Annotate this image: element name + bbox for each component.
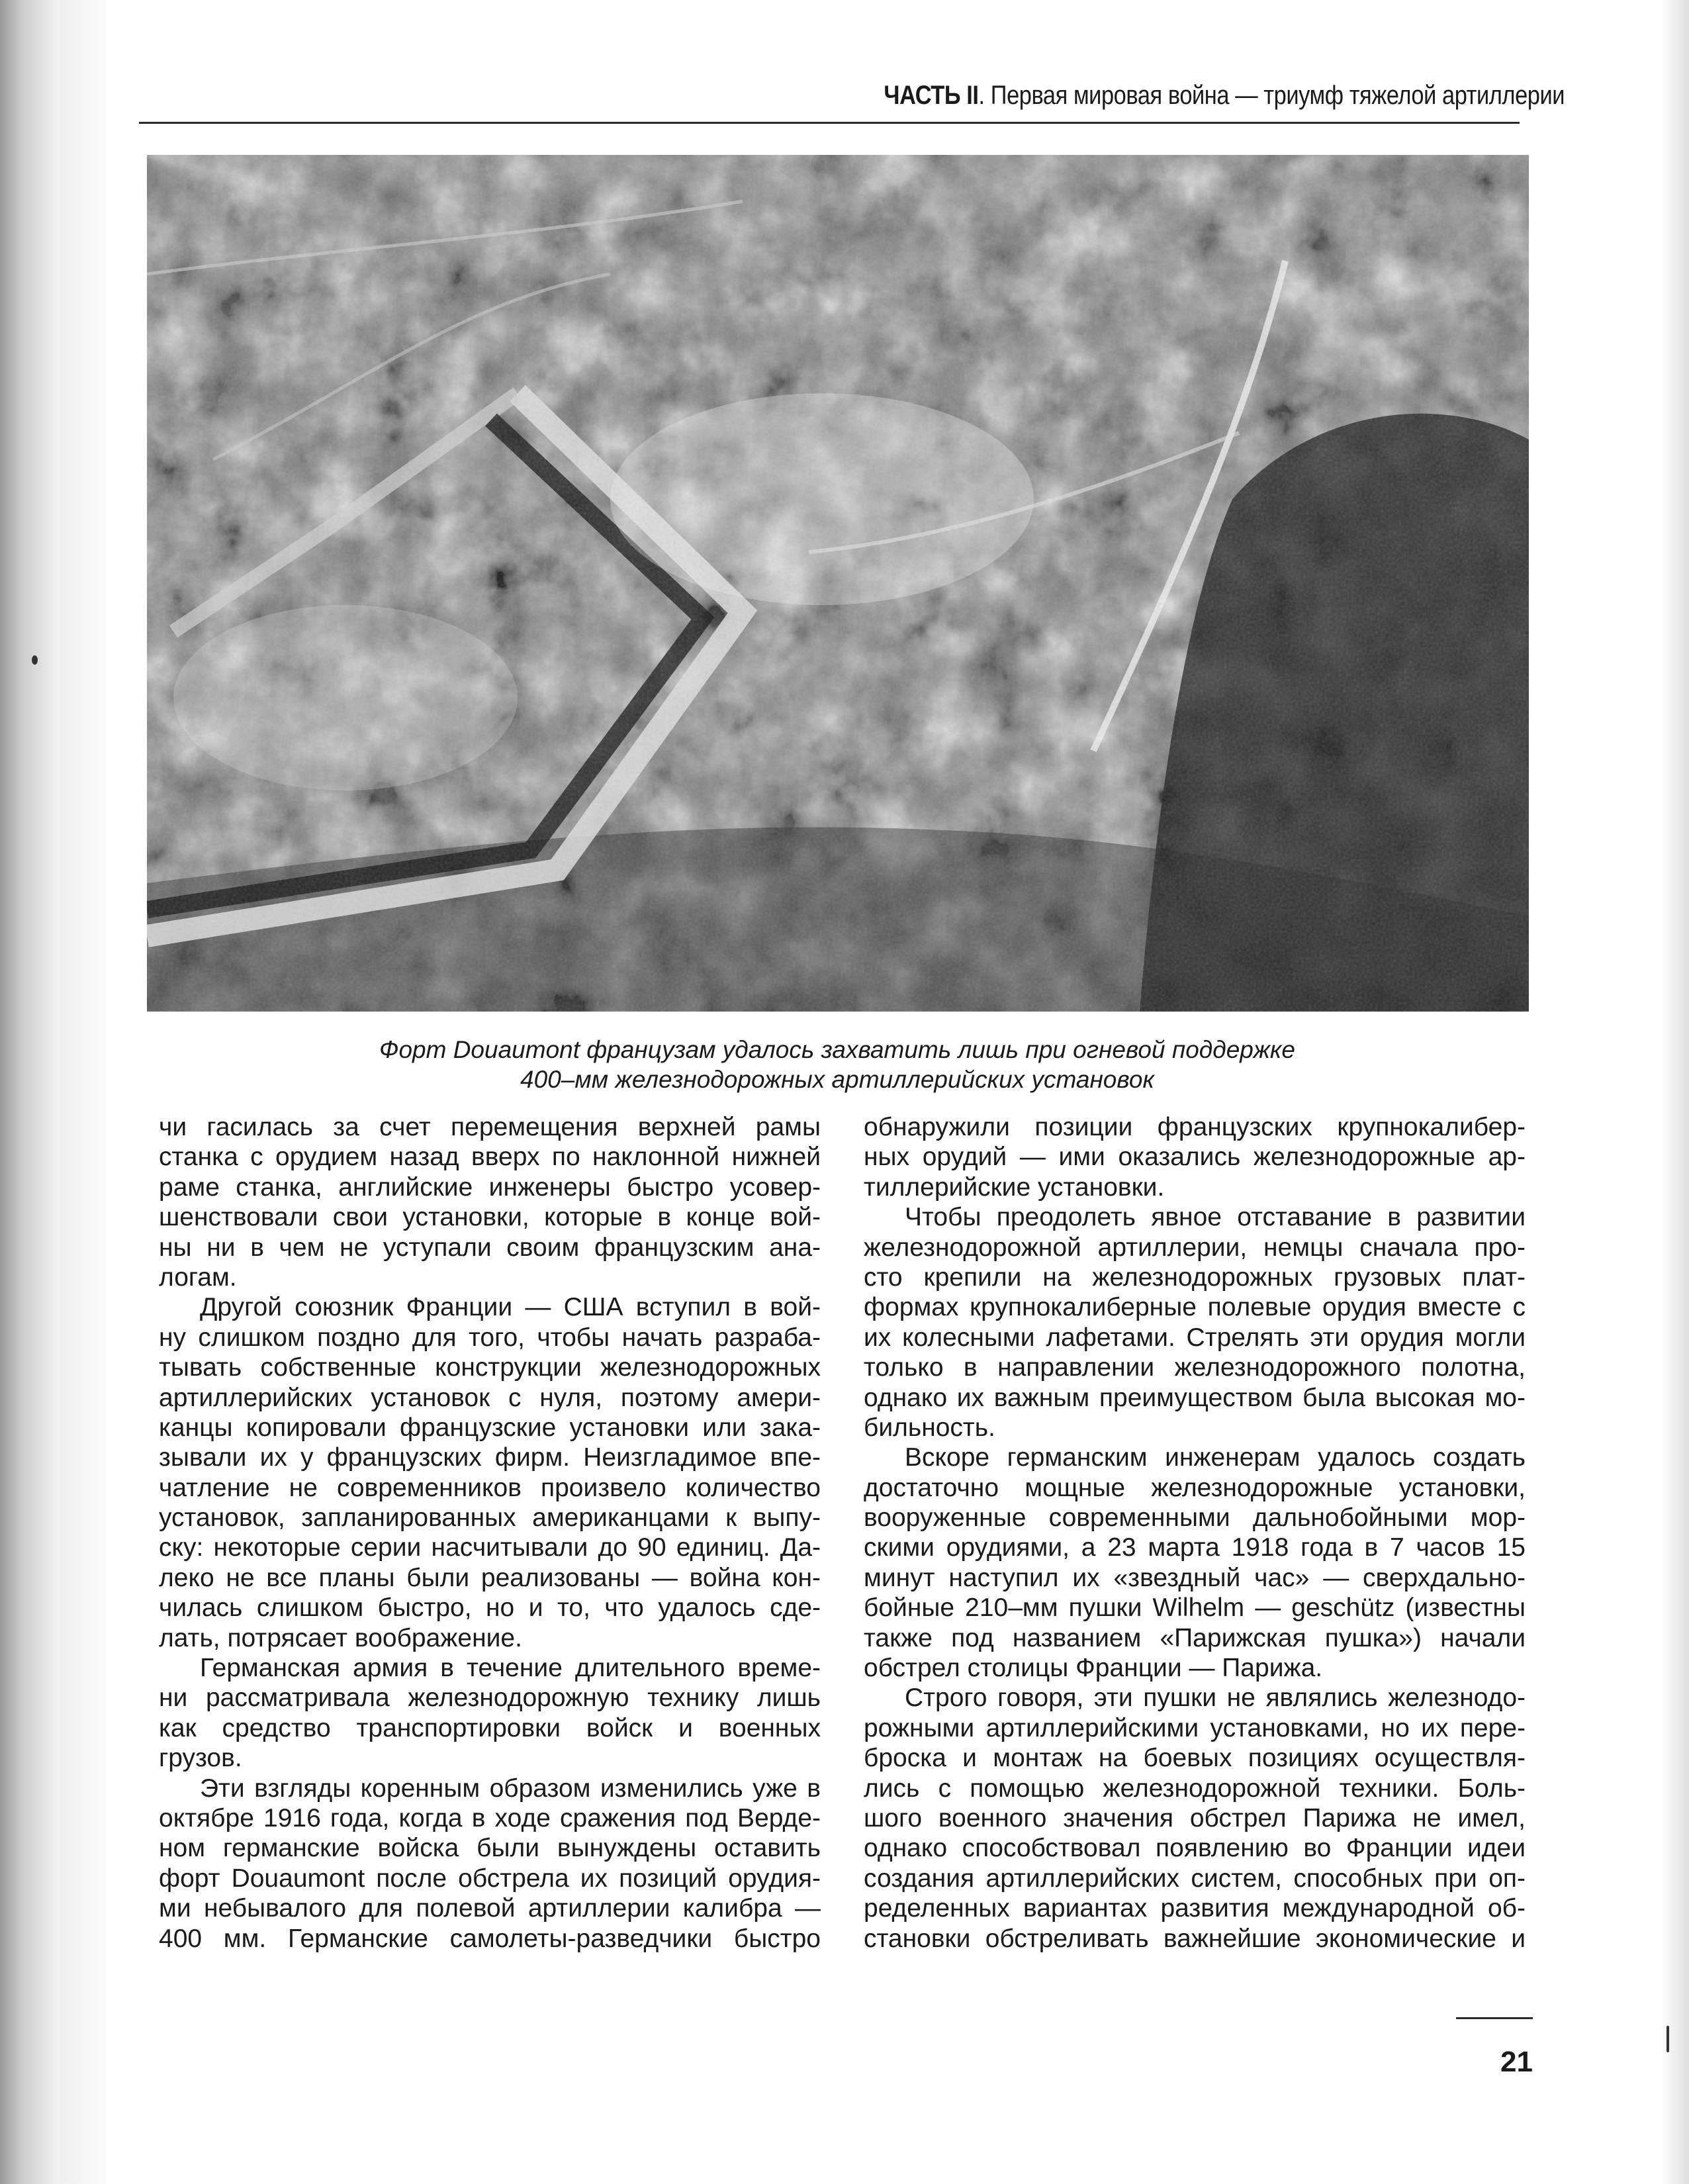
text-line: также под названием «Парижская пушка») начали	[864, 1623, 1526, 1652]
photo-caption	[291, 1035, 1383, 1094]
text-line: однако способствовал появлению во Франции идеи	[864, 1834, 1526, 1863]
aerial-photo-icon	[147, 155, 1529, 1012]
text-line: лись с помощью железнодорожной техники. Боль-	[864, 1774, 1526, 1803]
text-line: чатление не современников произвело количество	[159, 1473, 821, 1502]
scan-shadow-right	[1663, 0, 1689, 2184]
text-line: грузов.	[159, 1744, 242, 1773]
text-line: раме станка, английские инженеры быстро усовер-	[159, 1172, 821, 1202]
text-line: форт Douaumont после обстрела их позиций орудия-	[159, 1864, 821, 1893]
text-line: Чтобы преодолеть явное отставание в развитии	[905, 1203, 1526, 1232]
text-line: ску: некоторые серии насчитывали до 90 единиц. Да-	[159, 1533, 821, 1562]
text-line: формах крупнокалиберные полевые орудия вместе с	[864, 1293, 1526, 1322]
text-line: ределенных вариантах развития международной об-	[864, 1894, 1526, 1923]
text-line: Строго говоря, эти пушки не являлись железнодо-	[905, 1684, 1526, 1713]
text-line: обнаружили позиции французских крупнокалибер-	[864, 1113, 1526, 1141]
text-line: ных орудий — ими оказались железнодорожные ар-	[864, 1143, 1526, 1172]
text-line: станка с орудием назад вверх по наклонной нижней	[159, 1143, 821, 1172]
text-line: установок, запланированных американцами к выпу-	[159, 1503, 821, 1533]
text-line: однако их важным преимуществом была высокая мо-	[864, 1383, 1526, 1412]
text-line: становки обстреливать важнейшие экономические и	[864, 1924, 1526, 1953]
footer-rule	[1456, 2017, 1533, 2019]
scan-speck	[1666, 2026, 1669, 2052]
text-line: ном германские войска были вынуждены оставить	[159, 1834, 821, 1863]
aerial-photo	[147, 155, 1529, 1012]
text-line: лать, потрясает воображение.	[159, 1623, 522, 1652]
text-line: обстрел столицы Франции — Парижа.	[864, 1654, 1323, 1683]
text-line: канцы копировали французские установки или зака-	[159, 1413, 821, 1442]
text-line: создания артиллерийских систем, способных при оп-	[864, 1864, 1526, 1893]
scan-spine	[60, 0, 106, 2184]
caption-line: 400–мм железнодорожных артиллерийских установок	[520, 1066, 1154, 1093]
text-line: ми небывалого для полевой артиллерии калибра —	[159, 1894, 821, 1923]
text-line: только в направлении железнодорожного полотна,	[864, 1353, 1526, 1382]
text-line: ну слишком поздно для того, чтобы начать разраба-	[159, 1323, 821, 1352]
text-line: ны ни в чем не уступали своим французским ана-	[159, 1233, 821, 1262]
page-number: 21	[1500, 2046, 1533, 2078]
running-header	[884, 81, 1565, 111]
text-line: логам.	[159, 1262, 237, 1292]
text-line: шого военного значения обстрел Парижа не имел,	[864, 1803, 1526, 1832]
scan-shadow-left	[0, 0, 60, 2184]
text-line: артиллерийских установок с нуля, поэтому амери-	[159, 1383, 821, 1412]
text-line: Эти взгляды коренным образом изменились уже в	[200, 1774, 821, 1803]
text-line: шенствовали свои установки, которые в конце вой-	[159, 1203, 821, 1232]
text-line: скими орудиями, а 23 марта 1918 года в 7 часов 15	[864, 1533, 1526, 1562]
text-line: бойные 210–мм пушки Wilhelm — geschütz (известны	[864, 1593, 1526, 1623]
text-line: железнодорожной артиллерии, немцы сначала про-	[864, 1233, 1526, 1262]
text-column-right	[864, 1112, 1526, 1954]
caption-line: Форт Douaumont французам удалось захватить лишь при огневой поддержке	[379, 1036, 1295, 1063]
text-line: Германская армия в течение длительного време-	[200, 1654, 821, 1683]
text-line: Другой союзник Франции — США вступил в вой-	[200, 1293, 821, 1322]
text-line: достаточно мощные железнодорожные установки,	[864, 1473, 1526, 1502]
text-line: броска и монтаж на боевых позициях осуществля-	[864, 1744, 1526, 1773]
text-line: тиллерийские установки.	[864, 1172, 1165, 1202]
text-line: Вскоре германским инженерам удалось создать	[905, 1443, 1526, 1472]
text-line: сто крепили на железнодорожных грузовых плат-	[864, 1262, 1526, 1292]
text-column-left	[159, 1112, 821, 1954]
text-line: 400 мм. Германские самолеты-разведчики быстро	[159, 1924, 821, 1953]
scan-speck	[32, 655, 38, 665]
text-line: их колесными лафетами. Стрелять эти орудия могли	[864, 1323, 1526, 1352]
header-title: . Первая мировая война — триумф тяжелой артиллерии	[978, 81, 1565, 110]
header-rule	[139, 122, 1520, 124]
text-line: чи гасилась за счет перемещения верхней рамы	[159, 1113, 821, 1141]
text-line: ни рассматривала железнодорожную технику лишь	[159, 1684, 821, 1713]
header-part: ЧАСТЬ II	[884, 81, 979, 110]
text-line: как средство транспортировки войск и военных	[159, 1713, 821, 1742]
text-line: бильность.	[864, 1413, 995, 1442]
text-line: чилась слишком быстро, но и то, что удалось сде-	[159, 1593, 821, 1623]
text-line: минут наступил их «звездный час» — сверхдально-	[864, 1563, 1526, 1592]
text-line: вооруженные современными дальнобойными мор-	[864, 1503, 1526, 1533]
text-line: леко не все планы были реализованы — война кон-	[159, 1563, 821, 1592]
text-line: рожными артиллерийскими установками, но их пере-	[864, 1713, 1526, 1742]
text-line: октябре 1916 года, когда в ходе сражения под Верде-	[159, 1803, 821, 1832]
text-line: зывали их у французских фирм. Неизгладимое впе-	[159, 1443, 821, 1472]
text-line: тывать собственные конструкции железнодорожных	[159, 1353, 821, 1382]
